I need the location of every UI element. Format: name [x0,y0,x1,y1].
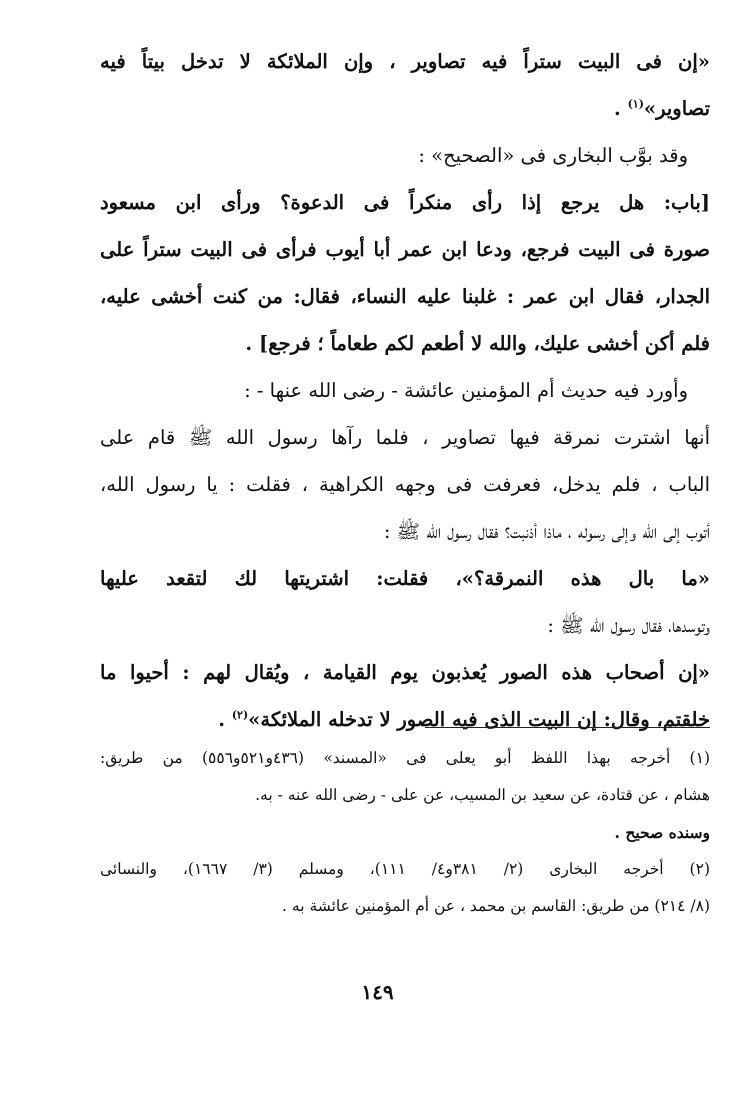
text-line-5: صورة فى البيت فرجع، ودعا ابن عمر أبا أيوب فرأى فى البيت ستراً على [100,238,710,261]
text-line-9: أنها اشترت نمرقة فيها تصاوير ، فلما رآها رسول الله ﷺ قام على [100,426,710,449]
text-line-8: وأورد فيه حديث أم المؤمنين عائشة - رضى الله عنها - : [244,379,688,402]
text-line-6: الجدار، فقال ابن عمر : غلبنا عليه النساء، فقال: من كنت أخشى عليه، [100,285,710,308]
text-line-11: أتوب إلى الله وإلى رسوله ، ماذا أذنبت؟ فقال رسول الله ﷺ : [383,520,710,543]
text-line-4: [باب: هل يرجع إذا رأى منكراً فى الدعوة؟ ورأى ابن مسعود [100,191,710,214]
text-line-14: «إن أصحاب هذه الصور يُعذبون يوم القيامة ، ويُقال لهم : أحيوا ما [100,661,710,684]
text-line-12: «ما بال هذه النمرقة؟»، فقلت: اشتريتها لك لتقعد عليها [100,567,710,590]
footnotes [100,740,710,925]
text-line-1: «إن فى البيت ستراً فيه تصاوير ، وإن الملائكة لا تدخل بيتاً فيه [100,50,710,73]
text-line-15: خلقتم، وقال: إن البيت الذى فيه الصور لا تدخله الملائكة»$^{(٢)}$ . [218,708,710,731]
footnote-ref-1: (١) [627,97,644,111]
footnote-line-5: (٨/ ٢١٤) من طريق: القاسم بن محمد ، عن أم المؤمنين عائشة به . [282,897,710,915]
footnote-line-2: هشام ، عن قتادة، عن سعيد بن المسيب، عن على - رضى الله عنه - به. [255,786,710,804]
footnote-line-1: (١) أخرجه بهذا اللفظ أبو يعلى فى «المسند» (٤٣٦و٥٢١و٥٥٦) من طريق: [100,749,710,767]
footnote-divider [425,727,710,728]
text-line-3: وقد بوَّب البخارى فى «الصحيح» : [418,144,688,167]
text-line-7: فلم أكن أخشى عليك، والله لا أطعم لكم طعاماً ؛ فرجع] . [245,332,710,355]
text-line-2: تصاوير»$^{(١)}$ . [613,97,710,120]
main-text [100,38,710,743]
footnote-line-3: وسنده صحيح . [614,823,710,842]
footnote-line-4: (٢) أخرجه البخارى (٢/ ٣٨١و٤/ ١١١)، ومسلم (٣/ ١٦٦٧)، والنسائى [100,860,710,878]
text-line-13: وتوسدها، فقال رسول الله ﷺ : [547,614,710,637]
text-line-10: الباب ، فلم يدخل، فعرفت فى وجهه الكراهية ، فقلت : يا رسول الله، [100,473,710,496]
page-number: ١٤٩ [361,980,394,1004]
footnote-ref-2: (٢) [231,708,249,722]
